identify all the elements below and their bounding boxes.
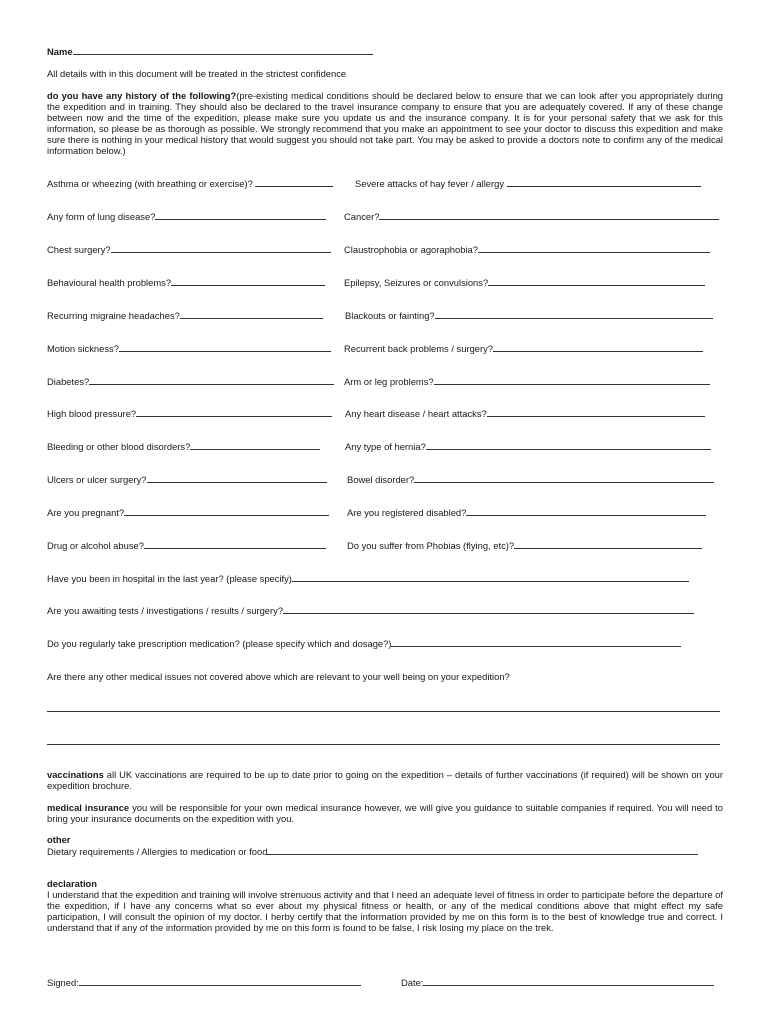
dietary-label: Dietary requirements / Allergies to medication or food (47, 846, 268, 857)
condition-answer-line[interactable] (434, 376, 710, 385)
condition-label: Chest surgery? (47, 244, 111, 255)
condition-label: Behavioural health problems? (47, 277, 172, 288)
condition-answer-line[interactable] (379, 211, 719, 220)
question-label: Have you been in hospital in the last year? (please specify) (47, 573, 292, 584)
condition-row-left (47, 540, 326, 551)
condition-row-right (345, 441, 711, 452)
condition-row-left (47, 277, 325, 288)
condition-row-right (355, 178, 701, 189)
vaccinations-section (47, 769, 723, 791)
condition-label: Recurring migraine headaches? (47, 310, 180, 321)
condition-row-left (47, 441, 320, 452)
condition-answer-line[interactable] (144, 540, 326, 549)
condition-answer-line[interactable] (171, 277, 325, 286)
condition-row-right (344, 343, 703, 354)
other-issues-answer-line-2[interactable] (47, 744, 720, 745)
condition-row-right (344, 211, 719, 222)
signed-label: Signed: (47, 977, 79, 988)
condition-label: Any type of hernia? (345, 441, 426, 452)
condition-row-right (347, 540, 702, 551)
question-medication (47, 638, 681, 649)
condition-row-left (47, 343, 331, 354)
signature-line[interactable] (79, 977, 361, 986)
condition-row-right (345, 408, 705, 419)
condition-answer-line[interactable] (190, 441, 320, 450)
date-line[interactable] (423, 977, 714, 986)
condition-answer-line[interactable] (414, 474, 714, 483)
date-label: Date: (401, 977, 424, 988)
condition-label: Cancer? (344, 211, 380, 222)
condition-answer-line[interactable] (136, 408, 332, 417)
condition-label: Arm or leg problems? (344, 376, 434, 387)
condition-label: Asthma or wheezing (with breathing or exercise)? (47, 178, 253, 189)
condition-answer-line[interactable] (180, 310, 323, 319)
condition-row-left (47, 474, 327, 485)
condition-row-right (344, 277, 705, 288)
condition-answer-line[interactable] (493, 343, 703, 352)
declaration-heading: declaration (47, 878, 98, 889)
question-answer-line[interactable] (292, 573, 689, 582)
condition-row-left (47, 310, 323, 321)
condition-row-left (47, 376, 334, 387)
condition-label: High blood pressure? (47, 408, 137, 419)
intro-heading: do you have any history of the following? (47, 90, 237, 101)
condition-answer-line[interactable] (514, 540, 702, 549)
condition-row-left (47, 244, 331, 255)
insurance-body: you will be responsible for your own medical insurance however, we will give you guidance to suitable companies if required. You will need to bring your insurance documents on the expedition with you. (47, 802, 723, 824)
question-label: Do you regularly take prescription medication? (please specify which and dosage?) (47, 638, 392, 649)
date-row (401, 977, 714, 988)
insurance-section (47, 802, 723, 824)
intro-body: (pre-existing medical conditions should be declared below to ensure that we can look after you appropriately during the expedition and in training. They should also be declared to the travel insurance company to ensure that you are adequately covered. If any of these change between now and the time of the expedition, please make sure you update us and the insurance company. It is for your personal safety that we ask for this information, so please be as thorough as possible. We strongly recommend that you make an appointment to see your doctor to discuss this expedition and make sure there is nothing in your medical history that would suggest you should not take part. You may be asked to provide a doctors note to confirm any of the medical information below.) (47, 90, 724, 156)
dietary-answer-line[interactable] (267, 846, 698, 855)
condition-label: Are you pregnant? (47, 507, 125, 518)
condition-row-right (345, 310, 713, 321)
condition-row-left (47, 211, 326, 222)
medical-history-intro (47, 90, 723, 156)
condition-answer-line[interactable] (124, 507, 329, 516)
condition-answer-line[interactable] (119, 343, 331, 352)
condition-label: Recurrent back problems / surgery? (344, 343, 494, 354)
condition-label: Any heart disease / heart attacks? (345, 408, 487, 419)
condition-row-right (347, 507, 706, 518)
condition-label: Severe attacks of hay fever / allergy (355, 178, 505, 189)
name-label: Name (47, 46, 73, 57)
insurance-heading: medical insurance (47, 802, 130, 813)
name-field-row (47, 46, 373, 57)
condition-row-right (347, 474, 714, 485)
question-hospital (47, 573, 689, 584)
condition-label: Drug or alcohol abuse? (47, 540, 144, 551)
vaccinations-heading: vaccinations (47, 769, 104, 780)
condition-label: Do you suffer from Phobias (flying, etc)? (347, 540, 515, 551)
condition-label: Any form of lung disease? (47, 211, 156, 222)
signed-row (47, 977, 361, 988)
condition-row-left (47, 507, 329, 518)
condition-answer-line[interactable] (255, 178, 333, 187)
condition-answer-line[interactable] (89, 376, 334, 385)
condition-label: Are you registered disabled? (347, 507, 467, 518)
condition-answer-line[interactable] (426, 441, 711, 450)
condition-answer-line[interactable] (435, 310, 713, 319)
condition-answer-line[interactable] (147, 474, 327, 483)
condition-label: Ulcers or ulcer surgery? (47, 474, 147, 485)
question-answer-line[interactable] (391, 638, 681, 647)
other-issues-answer-line-1[interactable] (47, 711, 720, 712)
question-tests (47, 605, 694, 616)
condition-label: Motion sickness? (47, 343, 119, 354)
condition-label: Blackouts or fainting? (345, 310, 435, 321)
condition-row-left (47, 408, 332, 419)
condition-row-right (344, 376, 710, 387)
condition-label: Epilepsy, Seizures or convulsions? (344, 277, 489, 288)
other-heading: other (47, 834, 71, 845)
vaccinations-body: all UK vaccinations are required to be up to date prior to going on the expedition – details of further vaccinations (if required) will be shown on your expedition brochure. (47, 769, 723, 791)
confidentiality-note: All details with in this document will be treated in the strictest confidence (47, 68, 347, 79)
condition-row-right (344, 244, 710, 255)
question-label: Are you awaiting tests / investigations / results / surgery? (47, 605, 284, 616)
condition-answer-line[interactable] (487, 408, 705, 417)
condition-label: Bleeding or other blood disorders? (47, 441, 191, 452)
declaration-body: I understand that the expedition and training will involve strenuous activity and that I need an adequate level of fitness in order to participate before the departure of the expedition, if I have any concerns what so ever about my physical fitness or health, or any of the medical conditions above that might effect my safe participation, I will consult the opinion of my doctor. I herby certify that the information provided by me on this form is to the best of knowledge true and correct. I understand that if any of the information provided by me on this form is found to be false, I risk losing my place on the trek. (47, 889, 723, 933)
question-other-issues: Are there any other medical issues not covered above which are relevant to your well being on your expedition? (47, 671, 510, 682)
condition-answer-line[interactable] (466, 507, 706, 516)
dietary-row (47, 846, 698, 857)
condition-label: Bowel disorder? (347, 474, 415, 485)
condition-label: Diabetes? (47, 376, 90, 387)
condition-answer-line[interactable] (478, 244, 710, 253)
question-answer-line[interactable] (283, 605, 694, 614)
condition-answer-line[interactable] (111, 244, 331, 253)
condition-row-left (47, 178, 333, 189)
condition-answer-line[interactable] (507, 178, 701, 187)
condition-answer-line[interactable] (488, 277, 705, 286)
condition-answer-line[interactable] (155, 211, 326, 220)
condition-label: Claustrophobia or agoraphobia? (344, 244, 478, 255)
name-input-line[interactable] (73, 46, 373, 55)
